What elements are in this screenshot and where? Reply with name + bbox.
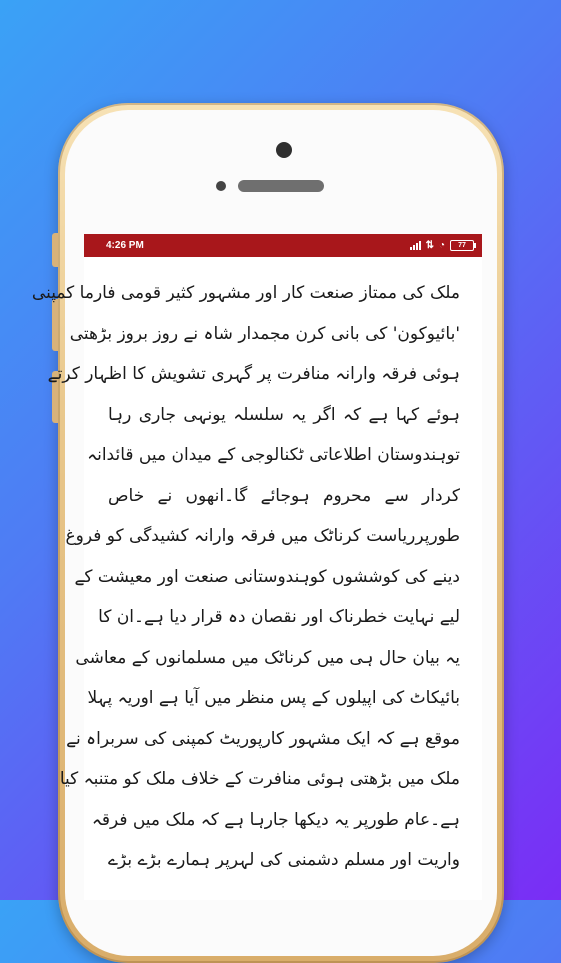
app-screen [31, 234, 482, 900]
wifi-icon: ◔ [438, 239, 445, 251]
article-line: ملک کی ممتاز صنعت کار اور مشہور کثیر قومی فارما کمپنی [31, 283, 460, 303]
proximity-sensor-icon [216, 181, 226, 191]
article-body [31, 257, 482, 881]
article-line: یہ بیان حال ہی میں کرناٹک میں مسلمانوں کے معاشی [75, 647, 460, 668]
article-line: کردار سے محروم ہوجائے گا۔انھوں نے خاص [108, 485, 460, 506]
article-line: ہوئے کہا ہے کہ اگر یہ سلسلہ یونہی جاری رہا [108, 404, 460, 425]
article-line: لیے نہایت خطرناک اور نقصان دہ قرار دیا ہے۔ان کا [98, 607, 460, 627]
article-line: ملک میں بڑھتی ہوئی منافرت کے خلاف ملک کو متنبہ کیا [59, 769, 460, 789]
battery-level: 77 [458, 242, 466, 249]
front-camera-icon [276, 142, 292, 158]
article-line: ہے۔عام طورپر یہ دیکھا جارہا ہے کہ ملک میں فرقہ [91, 809, 460, 830]
article-line: واریت اور مسلم دشمنی کی لہرپر ہمارے بڑے بڑے [108, 850, 460, 870]
battery-icon [450, 240, 474, 251]
article-line: دینے کی کوششوں کوہندوستانی صنعت اور معیشت کے [74, 566, 460, 587]
article-line: توہندوستان اطلاعاتی ٹکنالوجی کے میدان میں قائدانہ [87, 445, 460, 465]
status-icons [410, 240, 474, 251]
article-line: ہوئی فرقہ وارانہ منافرت پر گہری تشویش کا اظہار کرتے [47, 364, 460, 384]
article-line: موقع ہے کہ ایک مشہور کارپوریٹ کمپنی کی سربراہ نے [66, 728, 460, 749]
earpiece-speaker [238, 180, 324, 192]
status-time: 4:26 PM [106, 240, 144, 251]
mute-switch [52, 233, 58, 267]
status-bar [84, 234, 482, 257]
article-line: 'بائیوکون' کی بانی کرن مجمدار شاہ نے روز بروز بڑھتی [69, 323, 460, 344]
data-transfer-icon: ⇅ [425, 240, 434, 251]
article-line: طورپرریاست کرناٹک میں فرقہ وارانہ کشیدگی کو فروغ [65, 526, 460, 546]
signal-icon [410, 241, 421, 250]
article-line: بائیکاٹ کی اپیلوں کے پس منظر میں آیا ہے اوریہ پہلا [87, 688, 460, 708]
